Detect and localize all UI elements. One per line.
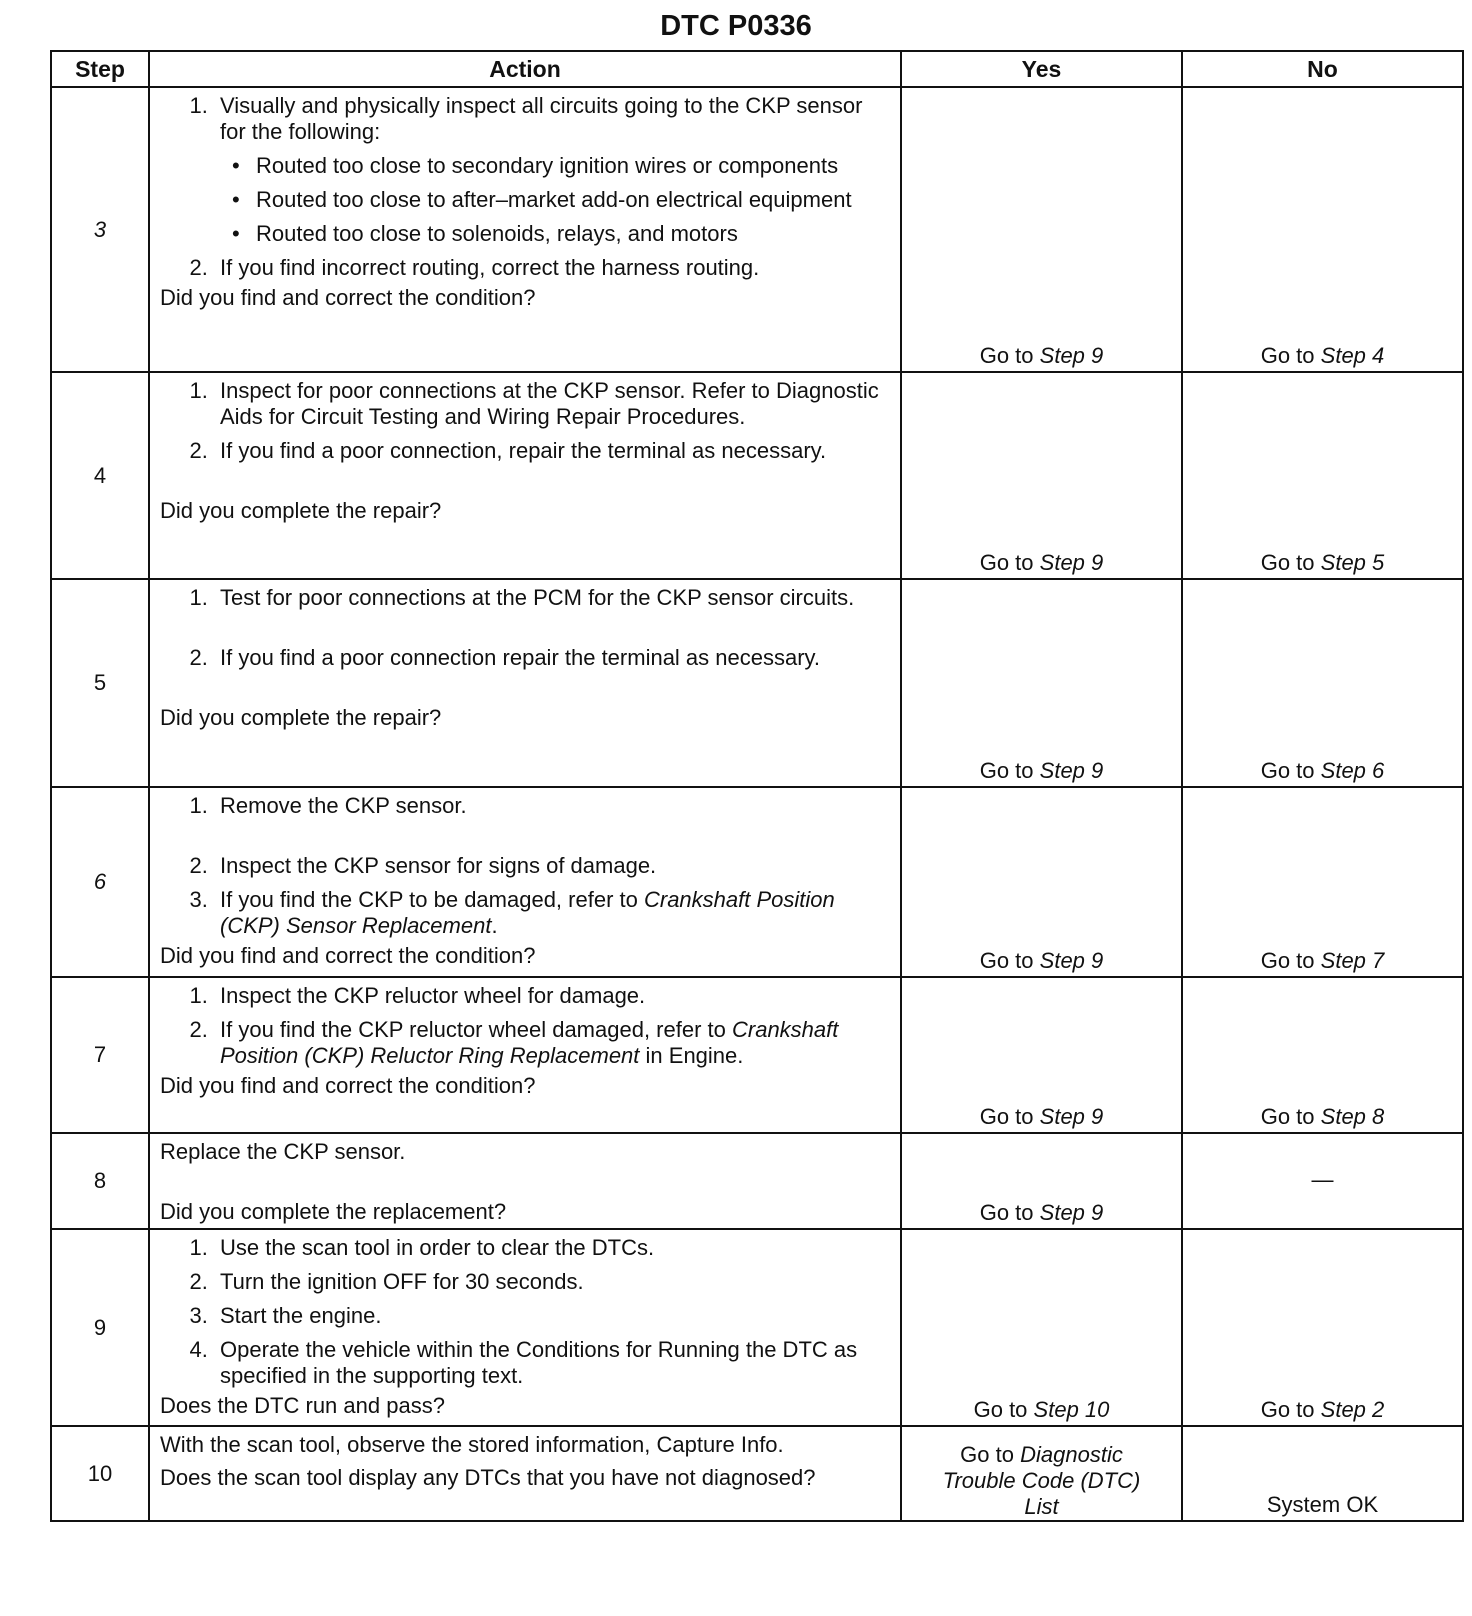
yes-cell: Go to Step 9 [901, 977, 1182, 1133]
header-yes: Yes [901, 51, 1182, 87]
action-cell [149, 787, 901, 977]
action-question: Did you complete the replacement? [160, 1199, 507, 1224]
step-number: 6 [51, 787, 149, 977]
header-action: Action [149, 51, 901, 87]
header-no: No [1182, 51, 1463, 87]
action-question: Does the DTC run and pass? [160, 1393, 445, 1418]
no-cell: Go to Step 8 [1182, 977, 1463, 1133]
action-cell [149, 1133, 901, 1229]
yes-cell: Go to Step 9 [901, 787, 1182, 977]
action-cell [149, 977, 901, 1133]
step-number: 5 [51, 579, 149, 787]
step-number: 7 [51, 977, 149, 1133]
yes-cell: Go to Step 9 [901, 1133, 1182, 1229]
no-cell: Go to Step 2 [1182, 1229, 1463, 1426]
bullet-item: • Routed too close to secondary ignition wires or components [254, 153, 894, 179]
reference-link: Crankshaft Position (CKP) Sensor Replacement [220, 887, 835, 938]
action-item: 4. Operate the vehicle within the Conditions for Running the DTC as specified in the supporting text. [214, 1337, 894, 1389]
diagnostic-table [50, 50, 1464, 1522]
action-item: 2. If you find a poor connection, repair the terminal as necessary. [214, 438, 894, 464]
no-cell: System OK [1182, 1426, 1463, 1521]
table-row [51, 372, 1463, 579]
action-question: Did you find and correct the condition? [160, 1073, 536, 1098]
action-item: 2. If you find a poor connection repair the terminal as necessary. [214, 645, 894, 671]
action-item: 1. Inspect for poor connections at the CKP sensor. Refer to Diagnostic Aids for Circuit Testing and Wiring Repair Procedures. [214, 378, 894, 430]
action-cell [149, 87, 901, 372]
action-question: Did you find and correct the condition? [160, 285, 536, 310]
header-row [51, 51, 1463, 87]
action-cell [149, 579, 901, 787]
step-number: 10 [51, 1426, 149, 1521]
action-item: 1. Visually and physically inspect all circuits going to the CKP sensor for the following: • Routed too close to secondary ignition wires or components • Routed too close to after–market add-on electrical equipment • Routed too close to solenoids, relays, and motors [214, 93, 894, 247]
yes-cell: Go to Step 9 [901, 87, 1182, 372]
action-item: 1. Remove the CKP sensor. [214, 793, 894, 819]
action-cell [149, 1426, 901, 1521]
action-question: Did you complete the repair? [160, 705, 442, 730]
yes-cell: Go to Step 10 [901, 1229, 1182, 1426]
bullet-item: • Routed too close to after–market add-on electrical equipment [254, 187, 894, 213]
step-number: 3 [51, 87, 149, 372]
table-row [51, 977, 1463, 1133]
action-question: Does the scan tool display any DTCs that you have not diagnosed? [160, 1465, 816, 1490]
page-title: DTC P0336 [660, 10, 812, 42]
action-question: Did you find and correct the condition? [160, 943, 536, 968]
no-cell: Go to Step 5 [1182, 372, 1463, 579]
table-row [51, 579, 1463, 787]
yes-cell: Go to Diagnostic Trouble Code (DTC) List [901, 1426, 1182, 1521]
yes-cell: Go to Step 9 [901, 579, 1182, 787]
step-number: 4 [51, 372, 149, 579]
action-item: 1. Test for poor connections at the PCM for the CKP sensor circuits. [214, 585, 894, 611]
action-item: 1. Inspect the CKP reluctor wheel for damage. [214, 983, 894, 1009]
action-item: 3. If you find the CKP to be damaged, refer to Crankshaft Position (CKP) Sensor Replacement. [214, 887, 894, 939]
action-item: 2. Inspect the CKP sensor for signs of damage. [214, 853, 894, 879]
action-item: 3. Start the engine. [214, 1303, 894, 1329]
action-item: 1. Use the scan tool in order to clear the DTCs. [214, 1235, 894, 1261]
no-cell: Go to Step 6 [1182, 579, 1463, 787]
action-item: 2. If you find incorrect routing, correct the harness routing. [214, 255, 894, 281]
action-text: With the scan tool, observe the stored information, Capture Info. [160, 1432, 784, 1457]
yes-cell: Go to Step 9 [901, 372, 1182, 579]
action-cell [149, 1229, 901, 1426]
table-row [51, 87, 1463, 372]
bullet-item: • Routed too close to solenoids, relays, and motors [254, 221, 894, 247]
no-cell: Go to Step 7 [1182, 787, 1463, 977]
action-cell [149, 372, 901, 579]
reference-link: Crankshaft Position (CKP) Reluctor Ring Replacement [220, 1017, 839, 1068]
no-cell: — [1182, 1133, 1463, 1229]
no-cell: Go to Step 4 [1182, 87, 1463, 372]
action-text: Replace the CKP sensor. [160, 1139, 406, 1164]
action-question: Did you complete the repair? [160, 498, 442, 523]
table-row [51, 1229, 1463, 1426]
table-row [51, 1426, 1463, 1521]
header-step: Step [51, 51, 149, 87]
table-row [51, 1133, 1463, 1229]
step-number: 8 [51, 1133, 149, 1229]
step-number: 9 [51, 1229, 149, 1426]
action-item: 2. Turn the ignition OFF for 30 seconds. [214, 1269, 894, 1295]
action-item: 2. If you find the CKP reluctor wheel damaged, refer to Crankshaft Position (CKP) Reluctor Ring Replacement in Engine. [214, 1017, 894, 1069]
table-row [51, 787, 1463, 977]
